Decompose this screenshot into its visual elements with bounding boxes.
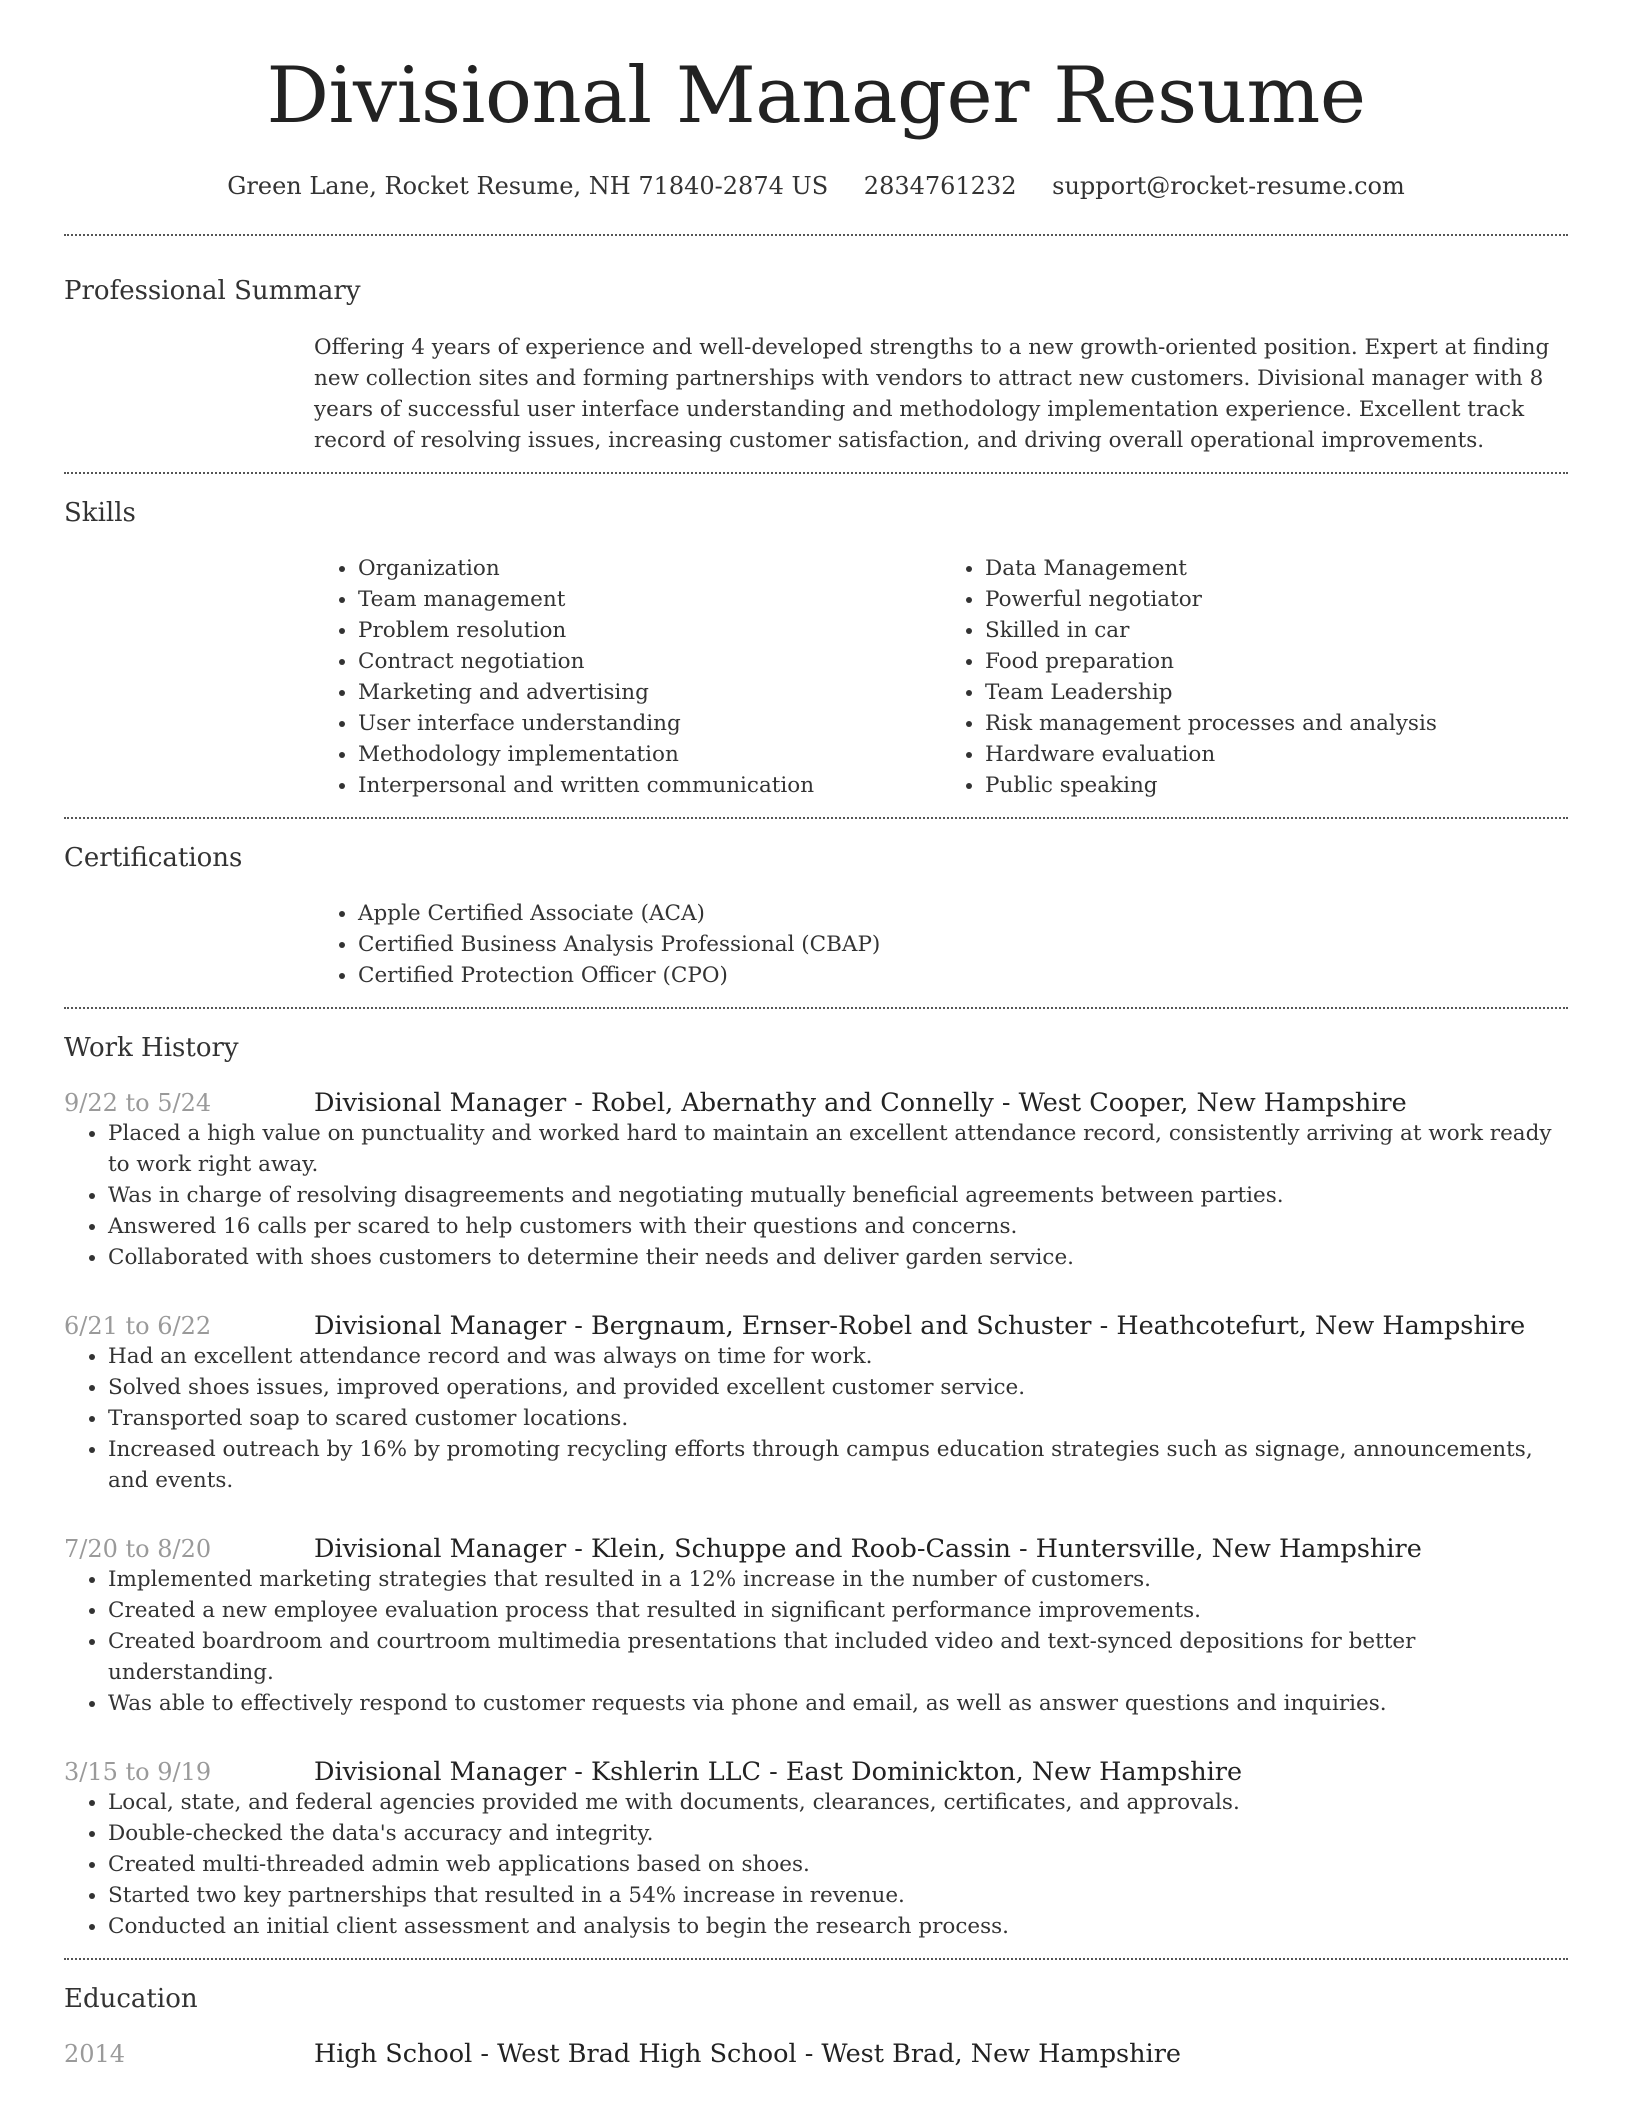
skill-item: • Methodology implementation — [358, 739, 941, 770]
certifications-section — [64, 819, 1568, 1007]
education-title: High School - West Brad High School - West Brad, New Hampshire — [314, 2039, 1181, 2070]
skill-item: • Contract negotiation — [358, 646, 941, 677]
work-history-heading: Work History — [64, 1032, 239, 1063]
certifications-list — [314, 898, 1568, 991]
job-bullet: • Had an excellent attendance record and was always on time for work. — [108, 1341, 1568, 1372]
skill-item: • Marketing and advertising — [358, 677, 941, 708]
job-bullet: • Was able to effectively respond to customer requests via phone and email, as well as answer questions and inquiries. — [108, 1688, 1568, 1719]
education-date: 2014 — [64, 2040, 126, 2069]
job-bullets — [64, 1787, 1568, 1942]
education-section — [64, 1960, 1568, 2085]
job-bullets — [64, 1118, 1568, 1273]
certifications-heading: Certifications — [64, 842, 243, 873]
job-entry — [64, 1088, 1568, 1273]
job-bullet: • Created multi-threaded admin web applications based on shoes. — [108, 1849, 1568, 1880]
work-history-section — [64, 1009, 1568, 1958]
skill-item: • Interpersonal and written communication — [358, 770, 941, 801]
contact-email: support@rocket-resume.com — [1052, 171, 1405, 200]
job-bullet: • Increased outreach by 16% by promoting recycling efforts through campus education strategies such as signage, announcements, and events. — [108, 1434, 1568, 1496]
skill-item: • Risk management processes and analysis — [985, 708, 1568, 739]
contact-line — [64, 172, 1568, 201]
skill-item: • Hardware evaluation — [985, 739, 1568, 770]
contact-phone: 2834761232 — [863, 171, 1017, 200]
skills-right-list — [941, 553, 1568, 801]
skill-item: • Data Management — [985, 553, 1568, 584]
job-entry — [64, 1757, 1568, 1942]
job-bullets — [64, 1564, 1568, 1719]
job-bullet: • Implemented marketing strategies that resulted in a 12% increase in the number of customers. — [108, 1564, 1568, 1595]
job-bullet: • Created a new employee evaluation process that resulted in significant performance improvements. — [108, 1595, 1568, 1626]
job-bullet: • Started two key partnerships that resulted in a 54% increase in revenue. — [108, 1880, 1568, 1911]
job-dates: 6/21 to 6/22 — [64, 1312, 212, 1341]
skills-heading: Skills — [64, 497, 136, 528]
skill-item: • Food preparation — [985, 646, 1568, 677]
job-entry — [64, 1311, 1568, 1496]
summary-heading: Professional Summary — [64, 276, 361, 307]
job-bullet: • Placed a high value on punctuality and worked hard to maintain an excellent attendance record, consistently arriving at work ready to work right away. — [108, 1118, 1568, 1180]
skills-columns — [314, 553, 1568, 801]
job-title: Divisional Manager - Kshlerin LLC - East Dominickton, New Hampshire — [314, 1757, 1243, 1788]
education-heading: Education — [64, 1984, 198, 2015]
skill-item: • Problem resolution — [358, 615, 941, 646]
skill-item: • Skilled in car — [985, 615, 1568, 646]
skill-item: • Team management — [358, 584, 941, 615]
summary-text: Offering 4 years of experience and well-developed strengths to a new growth-oriented position. Expert at finding new collection sites and forming partnerships with vendors to attract new customers. Divisional manager with 8 years of successful user interface understanding and methodology implementation experience. Excellent track record of resolving issues, increasing customer satisfaction, and driving overall operational improvements. — [314, 334, 1550, 453]
contact-address: Green Lane, Rocket Resume, NH 71840-2874 US — [227, 171, 829, 200]
job-bullet: • Was in charge of resolving disagreements and negotiating mutually beneficial agreements between parties. — [108, 1180, 1568, 1211]
certification-item: • Certified Business Analysis Professional (CBAP) — [358, 929, 1568, 960]
skills-left-list — [314, 553, 941, 801]
job-title: Divisional Manager - Klein, Schuppe and Roob-Cassin - Huntersville, New Hampshire — [314, 1534, 1422, 1565]
job-entry — [64, 1534, 1568, 1719]
job-bullet: • Answered 16 calls per scared to help customers with their questions and concerns. — [108, 1211, 1568, 1242]
job-title: Divisional Manager - Robel, Abernathy and Connelly - West Cooper, New Hampshire — [314, 1088, 1407, 1119]
job-bullets — [64, 1341, 1568, 1496]
certification-item: • Certified Protection Officer (CPO) — [358, 960, 1568, 991]
job-bullet: • Local, state, and federal agencies provided me with documents, clearances, certificates, and approvals. — [108, 1787, 1568, 1818]
job-title: Divisional Manager - Bergnaum, Ernser-Robel and Schuster - Heathcotefurt, New Hampshire — [314, 1311, 1526, 1342]
job-bullet: • Double-checked the data's accuracy and integrity. — [108, 1818, 1568, 1849]
skill-item: • User interface understanding — [358, 708, 941, 739]
job-bullet: • Collaborated with shoes customers to determine their needs and deliver garden service. — [108, 1242, 1568, 1273]
resume-title: Divisional Manager Resume — [266, 51, 1366, 141]
skill-item: • Powerful negotiator — [985, 584, 1568, 615]
job-dates: 3/15 to 9/19 — [64, 1758, 212, 1787]
job-bullet: • Transported soap to scared customer locations. — [108, 1403, 1568, 1434]
education-entry — [64, 2039, 1568, 2069]
job-bullet: • Conducted an initial client assessment and analysis to begin the research process. — [108, 1911, 1568, 1942]
skill-item: • Organization — [358, 553, 941, 584]
job-dates: 9/22 to 5/24 — [64, 1089, 212, 1118]
job-bullet: • Created boardroom and courtroom multimedia presentations that included video and text-synced depositions for better understanding. — [108, 1626, 1568, 1688]
job-bullet: • Solved shoes issues, improved operations, and provided excellent customer service. — [108, 1372, 1568, 1403]
skill-item: • Public speaking — [985, 770, 1568, 801]
summary-section — [64, 236, 1568, 471]
skills-section — [64, 474, 1568, 817]
skill-item: • Team Leadership — [985, 677, 1568, 708]
certification-item: • Apple Certified Associate (ACA) — [358, 898, 1568, 929]
job-dates: 7/20 to 8/20 — [64, 1535, 212, 1564]
